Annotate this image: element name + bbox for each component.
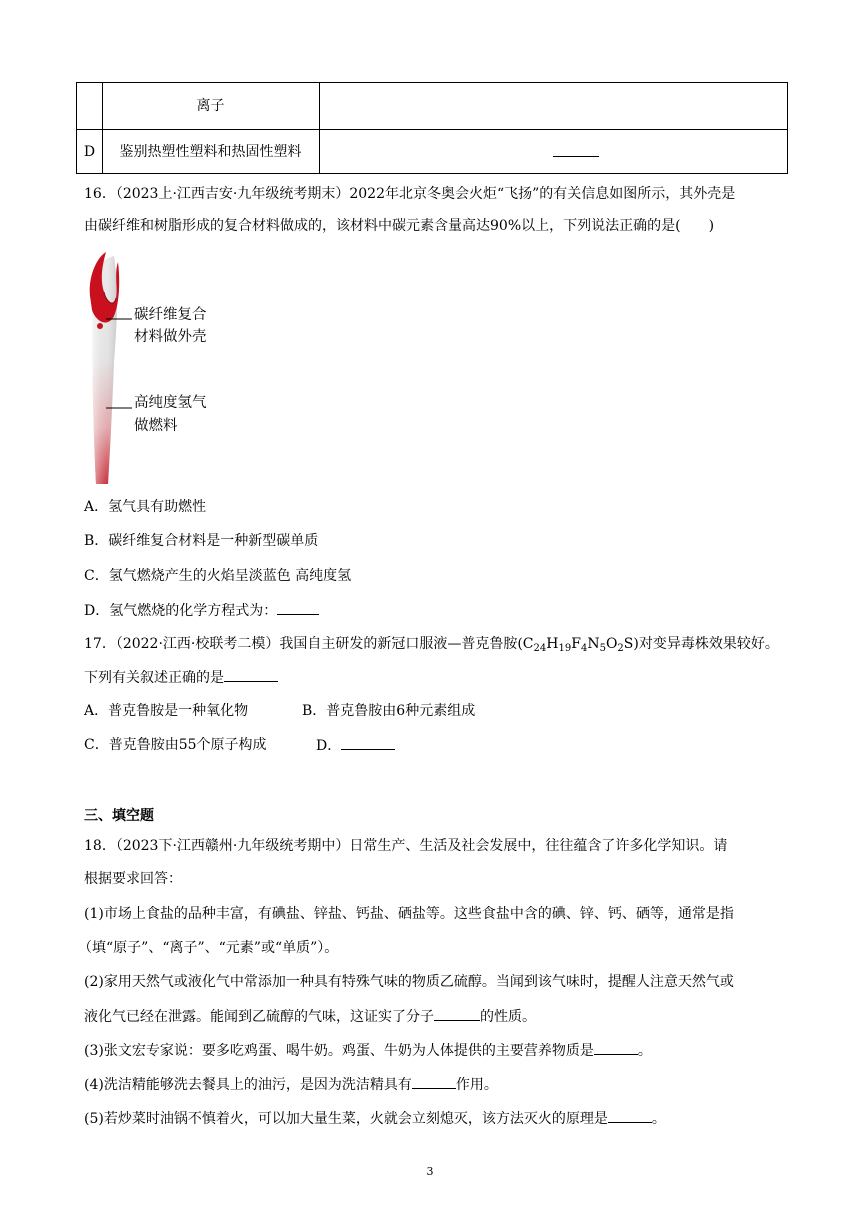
torch-figure [84,252,234,490]
section-title: 三、填空题 [84,808,154,824]
q17-answer-blank[interactable] [224,667,278,682]
q17-option-c[interactable]: C．普克鲁胺由55个原子构成 [84,737,267,753]
q17-stem-line1: 17．（2022·江西·校联考二模）我国自主研发的新冠口服液—普克鲁胺$(C_{24}H_{19}F_4N_5O_2S)$对变异毒株效果较好。 [84,636,779,654]
q16-stem-line1: 16．（2023上·江西吉安·九年级统考期末）2022年北京冬奥会火炬“飞扬”的有关信息如图所示，其外壳是 [84,186,736,202]
q17-option-a[interactable]: A．普克鲁胺是一种氧化物 [84,703,249,719]
q16-option-a[interactable]: A．氢气具有助燃性 [84,499,207,515]
label-shell-line1: 碳纤维复合 [134,307,207,323]
q18-part2-line2: 液化气已经在泄露。能闻到乙硫醇的气味，这证实了分子 的性质。 [84,1006,536,1027]
q18-part4: (4)洗洁精能够洗去餐具上的油污，是因为洗洁精具有 作用。 [84,1074,498,1095]
q18-part1-line1: (1)市场上食盐的品种丰富，有碘盐、锌盐、钙盐、硒盐等。这些食盐中含的碘、锌、钙、硒等，通常是指 [84,906,734,922]
label-shell-line2: 材料做外壳 [134,329,207,345]
q18-part5-blank[interactable] [608,1108,652,1123]
q16-stem-line2: 由碳纤维和树脂形成的复合材料做成的，该材料中碳元素含量高达90%以上，下列说法正确的是( ) [84,218,715,234]
torch-icon [84,252,234,490]
q18-stem-line2: 根据要求回答： [84,871,182,887]
q17-stem-line2: 下列有关叙述正确的是 [84,667,278,688]
q16-option-c[interactable]: C．氢气燃烧产生的火焰呈淡蓝色 高纯度氢 [84,568,352,584]
q16-option-d-blank[interactable] [277,600,319,615]
page-number: 3 [426,1165,434,1178]
q18-part3-blank[interactable] [594,1040,638,1055]
q18-part5: (5)若炒菜时油锅不慎着火，可以加大量生菜，火就会立刻熄灭，该方法灭火的原理是 。 [84,1108,666,1129]
q16-option-b[interactable]: B．碳纤维复合材料是一种新型碳单质 [84,533,319,549]
q16-option-d[interactable]: D．氢气燃烧的化学方程式为： [84,600,319,621]
q18-part4-blank[interactable] [412,1074,456,1089]
row-d-letter: D [83,144,96,160]
label-fuel-line1: 高纯度氢气 [134,395,207,411]
q18-part3: (3)张文宏专家说：要多吃鸡蛋、喝牛奶。鸡蛋、牛奶为人体提供的主要营养物质是 。 [84,1040,652,1061]
q17-option-d[interactable]: D． [316,735,395,756]
q18-part2-line1: (2)家用天然气或液化气中常添加一种具有特殊气味的物质乙硫醇。当闻到该气味时，提醒人注意天然气或 [84,974,734,990]
answer-table [76,82,788,174]
label-fuel-line2: 做燃料 [134,418,178,434]
q17-option-d-blank[interactable] [341,735,395,750]
q18-stem-line1: 18．（2023下·江西赣州·九年级统考期中）日常生产、生活及社会发展中，往往蕴含了许多化学知识。请 [84,838,728,854]
row-d-answer-blank[interactable] [553,142,599,163]
row-d-item: 鉴别热塑性塑料和热固性塑料 [119,144,302,160]
q18-part2-blank[interactable] [434,1006,480,1021]
q17-option-b[interactable]: B．普克鲁胺由6种元素组成 [302,703,476,719]
q18-part1-line2: （填“原子”、“离子”、“元素”或“单质”）。 [78,940,339,956]
row-c-item: 离子 [196,98,225,114]
